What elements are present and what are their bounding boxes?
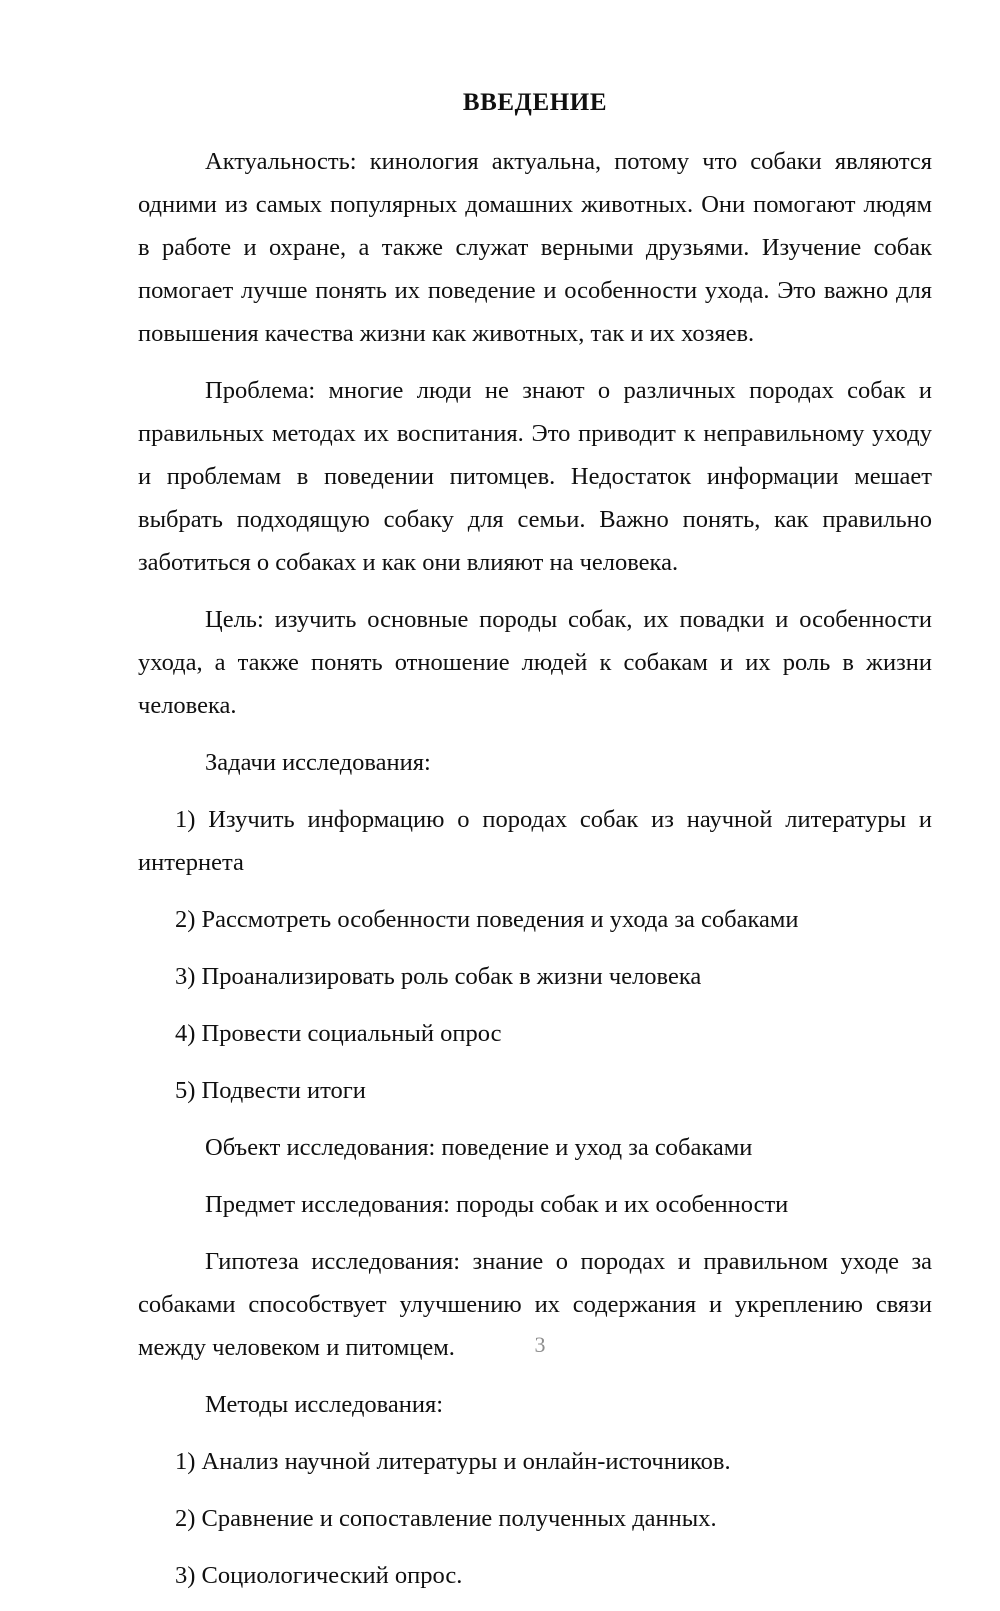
list-item-task-5: 5) Подвести итоги — [175, 1077, 366, 1104]
document-body — [138, 88, 932, 1611]
paragraph-hypothesis: Гипотеза исследования: знание о породах и правильном уходе за собаками способствует улучшению их содержания и укреплению связи между человеком и питомцем. — [138, 1248, 932, 1361]
heading-tasks: Задачи исследования: — [205, 749, 431, 776]
paragraph-relevance: Актуальность: кинология актуальна, потому что собаки являются одними из самых популярных домашних животных. Они помогают людям в работе и охране, а также служат верными друзьями. Изучение собак помогает лучше понять их поведение и особенности ухода. Это важно для повышения качества жизни как животных, так и их хозяев. — [138, 148, 932, 347]
paragraph-subject: Предмет исследования: породы собак и их особенности — [205, 1191, 789, 1218]
list-item-method-3: 3) Социологический опрос. — [175, 1562, 463, 1589]
list-item-task-3: 3) Проанализировать роль собак в жизни человека — [175, 963, 702, 990]
paragraph-object: Объект исследования: поведение и уход за собаками — [205, 1134, 753, 1161]
list-item-method-1: 1) Анализ научной литературы и онлайн-источников. — [175, 1448, 731, 1475]
paragraph-goal: Цель: изучить основные породы собак, их повадки и особенности ухода, а также понять отношение людей к собакам и их роль в жизни человека. — [138, 606, 932, 719]
list-item-task-2: 2) Рассмотреть особенности поведения и ухода за собаками — [175, 906, 799, 933]
list-item-method-2: 2) Сравнение и сопоставление полученных данных. — [175, 1505, 717, 1532]
heading-methods: Методы исследования: — [205, 1391, 444, 1418]
list-item-task-4: 4) Провести социальный опрос — [175, 1020, 502, 1047]
page-number: 3 — [534, 1332, 546, 1357]
page-title: ВВЕДЕНИЕ — [462, 89, 608, 116]
list-item-task-1: 1) Изучить информацию о породах собак из научной литературы и интернета — [138, 806, 932, 876]
paragraph-problem: Проблема: многие люди не знают о различных породах собак и правильных методах их воспитания. Это приводит к неправильному уходу и проблемам в поведении питомцев. Недостаток информации мешает выбрать подходящую собаку для семьи. Важно понять, как правильно заботиться о собаках и как они влияют на человека. — [138, 377, 932, 576]
